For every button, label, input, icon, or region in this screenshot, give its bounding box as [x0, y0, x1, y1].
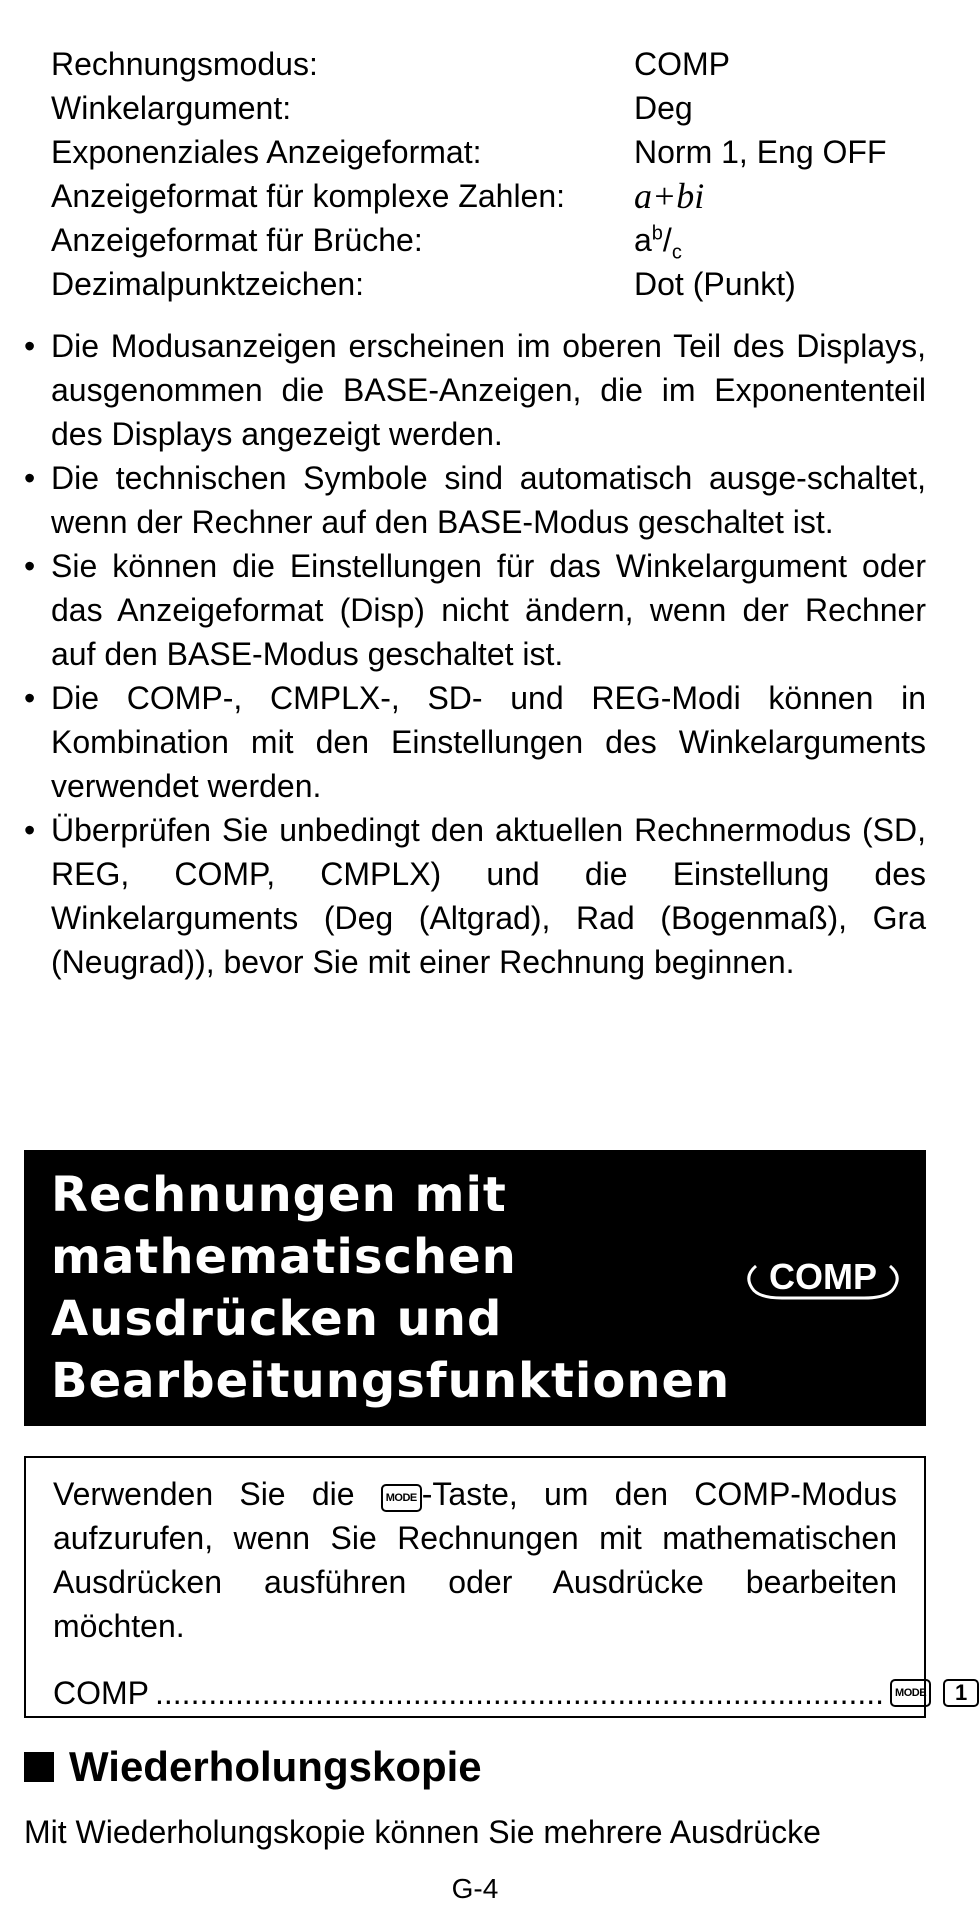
section-heading-text: Wiederholungskopie: [69, 1743, 482, 1790]
setting-label: Winkelargument:: [51, 90, 292, 126]
banner-title: [51, 1164, 811, 1412]
dot-leader: ..................................................................................: [155, 1675, 885, 1711]
setting-value: Deg: [634, 90, 693, 126]
section-heading: [24, 1741, 482, 1793]
section-banner: [24, 1150, 926, 1426]
setting-value: COMP: [634, 46, 730, 82]
badge-label: COMP: [769, 1256, 877, 1297]
setting-value: Norm 1, Eng OFF: [634, 134, 887, 170]
list-item-text: Die Modusanzeigen erscheinen im oberen Teil des Displays, ausgenommen die BASE-Anzeigen, die im Exponententeil des Displays angezeigt werden.: [51, 328, 926, 452]
bullet-icon: •: [24, 548, 36, 584]
setting-label: Dezimalpunktzeichen:: [51, 266, 365, 302]
info-text-end: -Taste, um den COMP-Modus aufzurufen, wenn Sie Rechnungen mit mathematischen Ausdrücken ausführen oder Ausdrücke bearbeiten möchten.: [53, 1476, 897, 1644]
list-item-text: Sie können die Einstellungen für das Winkelargument oder das Anzeigeformat (Disp) nicht ändern, wenn der Rechner auf den BASE-Modus geschaltet ist.: [51, 548, 926, 672]
square-bullet-icon: [24, 1752, 54, 1782]
fraction-format-value: [634, 218, 682, 262]
setting-value: Dot (Punkt): [634, 266, 796, 302]
number-key-icon: 1: [943, 1679, 979, 1707]
setting-value: a+bi: [634, 176, 705, 216]
setting-row-decimal-point: [51, 262, 931, 306]
fraction-denominator: c: [671, 241, 682, 264]
mode-info-box: [24, 1456, 967, 1718]
setting-label: Rechnungsmodus:: [51, 46, 318, 82]
list-item-text: Die COMP-, CMPLX-, SD- und REG-Modi können in Kombination mit den Einstellungen des Winkelarguments verwendet werden.: [51, 680, 926, 804]
setting-label: Anzeigeformat für komplexe Zahlen:: [51, 178, 566, 214]
bullet-icon: •: [24, 812, 36, 848]
setting-label: Anzeigeformat für Brüche:: [51, 222, 423, 258]
comp-mode-badge: [742, 1254, 904, 1304]
fraction-separator: /: [662, 222, 672, 258]
list-item: [24, 676, 926, 808]
list-item: [24, 808, 926, 984]
setting-row-exponent-format: [51, 130, 931, 174]
key-sequence: [890, 1671, 979, 1715]
notes-list: [24, 324, 926, 984]
setting-row-fraction-format: [51, 218, 931, 262]
list-item-text: Die technischen Symbole sind automatisch ausge-schaltet, wenn der Rechner auf den BASE-Modus geschaltet ist.: [51, 460, 926, 540]
banner-title-line: Ausdrücken und: [51, 1291, 503, 1347]
section-body-text: Mit Wiederholungskopie können Sie mehrere Ausdrücke: [24, 1814, 821, 1850]
page-number: G-4: [451, 1873, 499, 1904]
list-item: [24, 544, 926, 676]
setting-label: Exponenziales Anzeigeformat:: [51, 134, 482, 170]
fraction-main: a: [634, 222, 652, 258]
list-item: [24, 456, 926, 544]
comp-key-sequence-row: [53, 1671, 967, 1715]
setting-row-angle-unit: [51, 86, 931, 130]
info-text: [53, 1472, 897, 1648]
bullet-icon: •: [24, 328, 36, 364]
setting-row-calculation-mode: [51, 42, 931, 86]
bullet-icon: •: [24, 680, 36, 716]
mode-key-icon: MODE: [381, 1484, 422, 1512]
banner-title-line: Rechnungen mit: [51, 1167, 507, 1223]
mode-settings-list: [51, 42, 931, 306]
fraction-numerator: b: [651, 222, 663, 245]
bullet-icon: •: [24, 460, 36, 496]
list-item: [24, 324, 926, 456]
banner-title-line: Bearbeitungsfunktionen: [51, 1353, 731, 1409]
info-text-start: Verwenden Sie die: [53, 1476, 381, 1512]
banner-title-line: mathematischen: [51, 1229, 517, 1285]
list-item-text: Überprüfen Sie unbedingt den aktuellen Rechnermodus (SD, REG, COMP, CMPLX) und die Einstellung des Winkelarguments (Deg (Altgrad), Rad (Bogenmaß), Gra (Neugrad)), bevor Sie mit einer Rechnung beginnen.: [51, 812, 926, 980]
key-sequence-label: COMP: [53, 1675, 149, 1711]
mode-key-icon: MODE: [890, 1679, 931, 1707]
setting-row-complex-format: [51, 174, 931, 218]
